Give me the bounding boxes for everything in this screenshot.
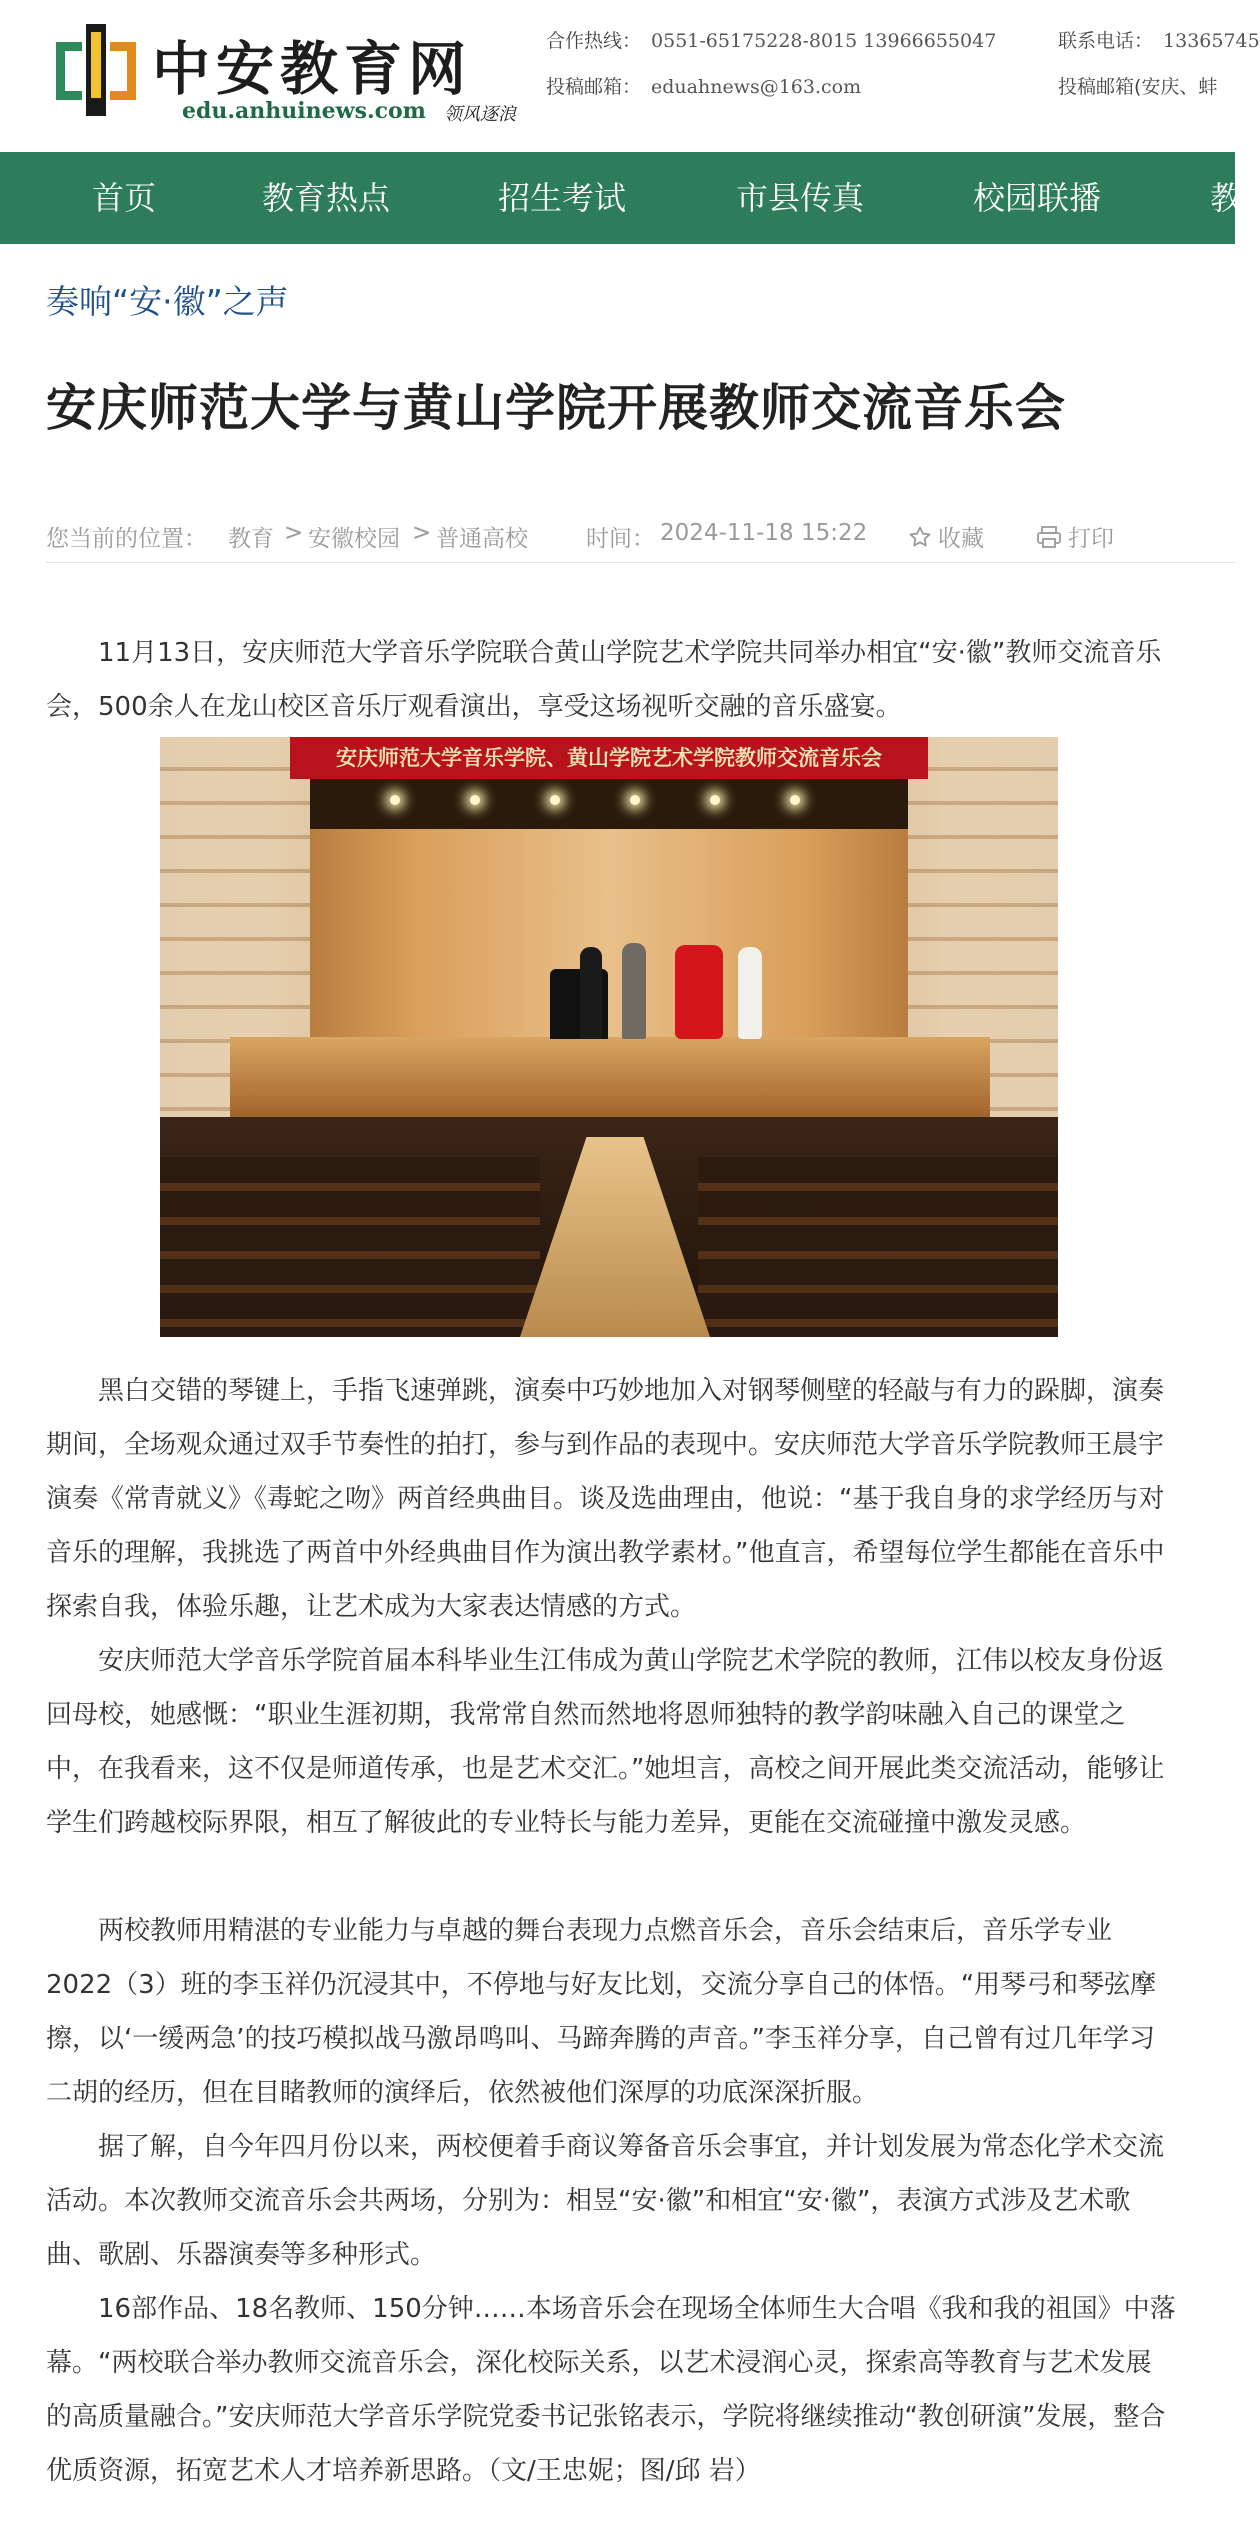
contact-block-1 <box>546 18 996 110</box>
logo-chinese-name: 中安教育网 <box>152 35 473 103</box>
nav-item-campus[interactable]: 校园联播 <box>973 179 1102 217</box>
nav-item-home[interactable]: 首页 <box>92 179 157 217</box>
article-paragraph-6: 16部作品、18名教师、150分钟……本场音乐会在现场全体师生大合唱《我和我的祖国》中落幕。“两校联合举办教师交流音乐会，深化校际关系，以艺术浸润心灵，探索高等教育与艺术发展的高质量融合。”安庆师范大学音乐学院党委书记张铭表示，学院将继续推动“教创研演”发展，整合优质资源，拓宽艺术人才培养新思路。（文/王忠妮；图/邱 岩） <box>46 2294 1176 2486</box>
nav-item-county[interactable]: 市县传真 <box>736 179 865 217</box>
location-label: 您当前的位置： <box>46 526 207 552</box>
star-icon <box>908 525 932 549</box>
print-icon <box>1036 525 1062 549</box>
meta-divider <box>46 562 1235 563</box>
time-label: 时间： <box>586 526 655 552</box>
site-logo[interactable] <box>52 18 552 133</box>
email-label-2: 投稿邮箱(安庆、蚌 <box>1058 76 1218 98</box>
breadcrumb-sep: > <box>284 520 304 546</box>
phone-value: 13365745 <box>1163 30 1260 52</box>
main-nav <box>0 152 1243 244</box>
article-paragraph-1: 11月13日，安庆师范大学音乐学院联合黄山学院艺术学院共同举办相宜“安·徽”教师交流音乐会，500余人在龙山校区音乐厅观看演出，享受这场视听交融的音乐盛宴。 <box>46 638 1162 722</box>
article-paragraph-2: 黑白交错的琴键上，手指飞速弹跳，演奏中巧妙地加入对钢琴侧壁的轻敲与有力的跺脚，演奏期间，全场观众通过双手节奏性的拍打，参与到作品的表现中。安庆师范大学音乐学院教师王晨宇演奏《常青就义》《毒蛇之吻》两首经典曲目。谈及选曲理由，他说：“基于我自身的求学经历与对音乐的理解，我挑选了两首中外经典曲目作为演出教学素材。”他直言，希望每位学生都能在音乐中探索自我，体验乐趣，让艺术成为大家表达情感的方式。 <box>46 1376 1165 1622</box>
article-title: 安庆师范大学与黄山学院开展教师交流音乐会 <box>46 379 1066 437</box>
concert-photo <box>160 737 1058 1337</box>
print-label: 打印 <box>1068 526 1114 552</box>
favorite-label: 收藏 <box>938 526 984 552</box>
logo-url: edu.anhuinews.com <box>182 98 426 124</box>
favorite-button[interactable] <box>908 520 984 553</box>
hotline-label: 合作热线： <box>546 30 642 52</box>
breadcrumb-university[interactable]: 普通高校 <box>436 526 528 552</box>
contact-block-2 <box>1058 18 1260 110</box>
nav-item-exam[interactable]: 招生考试 <box>498 179 627 217</box>
print-button[interactable] <box>1036 520 1114 553</box>
logo-mark-icon <box>52 22 140 122</box>
breadcrumb-campus[interactable]: 安徽校园 <box>308 526 400 552</box>
article-paragraph-3: 安庆师范大学音乐学院首届本科毕业生江伟成为黄山学院艺术学院的教师，江伟以校友身份返回母校，她感慨：“职业生涯初期，我常常自然而然地将恩师独特的教学韵味融入自己的课堂之中，在我看来，这不仅是师道传承，也是艺术交汇。”她坦言，高校之间开展此类交流活动，能够让学生们跨越校际界限，相互了解彼此的专业特长与能力差异，更能在交流碰撞中激发灵感。 <box>46 1646 1165 1838</box>
nav-item-more[interactable]: 教 <box>1210 179 1243 217</box>
time-value: 2024-11-18 15:22 <box>660 520 868 546</box>
article-paragraph-4: 两校教师用精湛的专业能力与卓越的舞台表现力点燃音乐会，音乐会结束后，音乐学专业2022（3）班的李玉祥仍沉浸其中，不停地与好友比划，交流分享自己的体悟。“用琴弓和琴弦摩擦，以‘一缓两急’的技巧模拟战马激昂鸣叫、马蹄奔腾的声音。”李玉祥分享，自己曾有过几年学习二胡的经历，但在目睹教师的演绎后，依然被他们深厚的功底深深折服。 <box>46 1916 1157 2108</box>
nav-item-hot[interactable]: 教育热点 <box>262 179 391 217</box>
hotline-value: 0551-65175228-8015 13966655047 <box>651 30 997 52</box>
article-meta <box>46 520 1235 560</box>
site-header <box>0 0 1260 152</box>
phone-label: 联系电话： <box>1058 30 1154 52</box>
email-value[interactable]: eduahnews@163.com <box>651 76 862 98</box>
email-label: 投稿邮箱： <box>546 76 642 98</box>
breadcrumb-sep: > <box>412 520 432 546</box>
breadcrumb-edu[interactable]: 教育 <box>228 526 274 552</box>
article-paragraph-5: 据了解，自今年四月份以来，两校便着手商议筹备音乐会事宜，并计划发展为常态化学术交流活动。本次教师交流音乐会共两场，分别为：相昱“安·徽”和相宜“安·徽”，表演方式涉及艺术歌曲、歌剧、乐器演奏等多种形式。 <box>46 2132 1165 2270</box>
photo-banner-text: 安庆师范大学音乐学院、黄山学院艺术学院教师交流音乐会 <box>290 737 928 779</box>
logo-signature: 领风逐浪 <box>444 104 516 125</box>
column-link[interactable]: 奏响“安·徽”之声 <box>46 282 289 321</box>
